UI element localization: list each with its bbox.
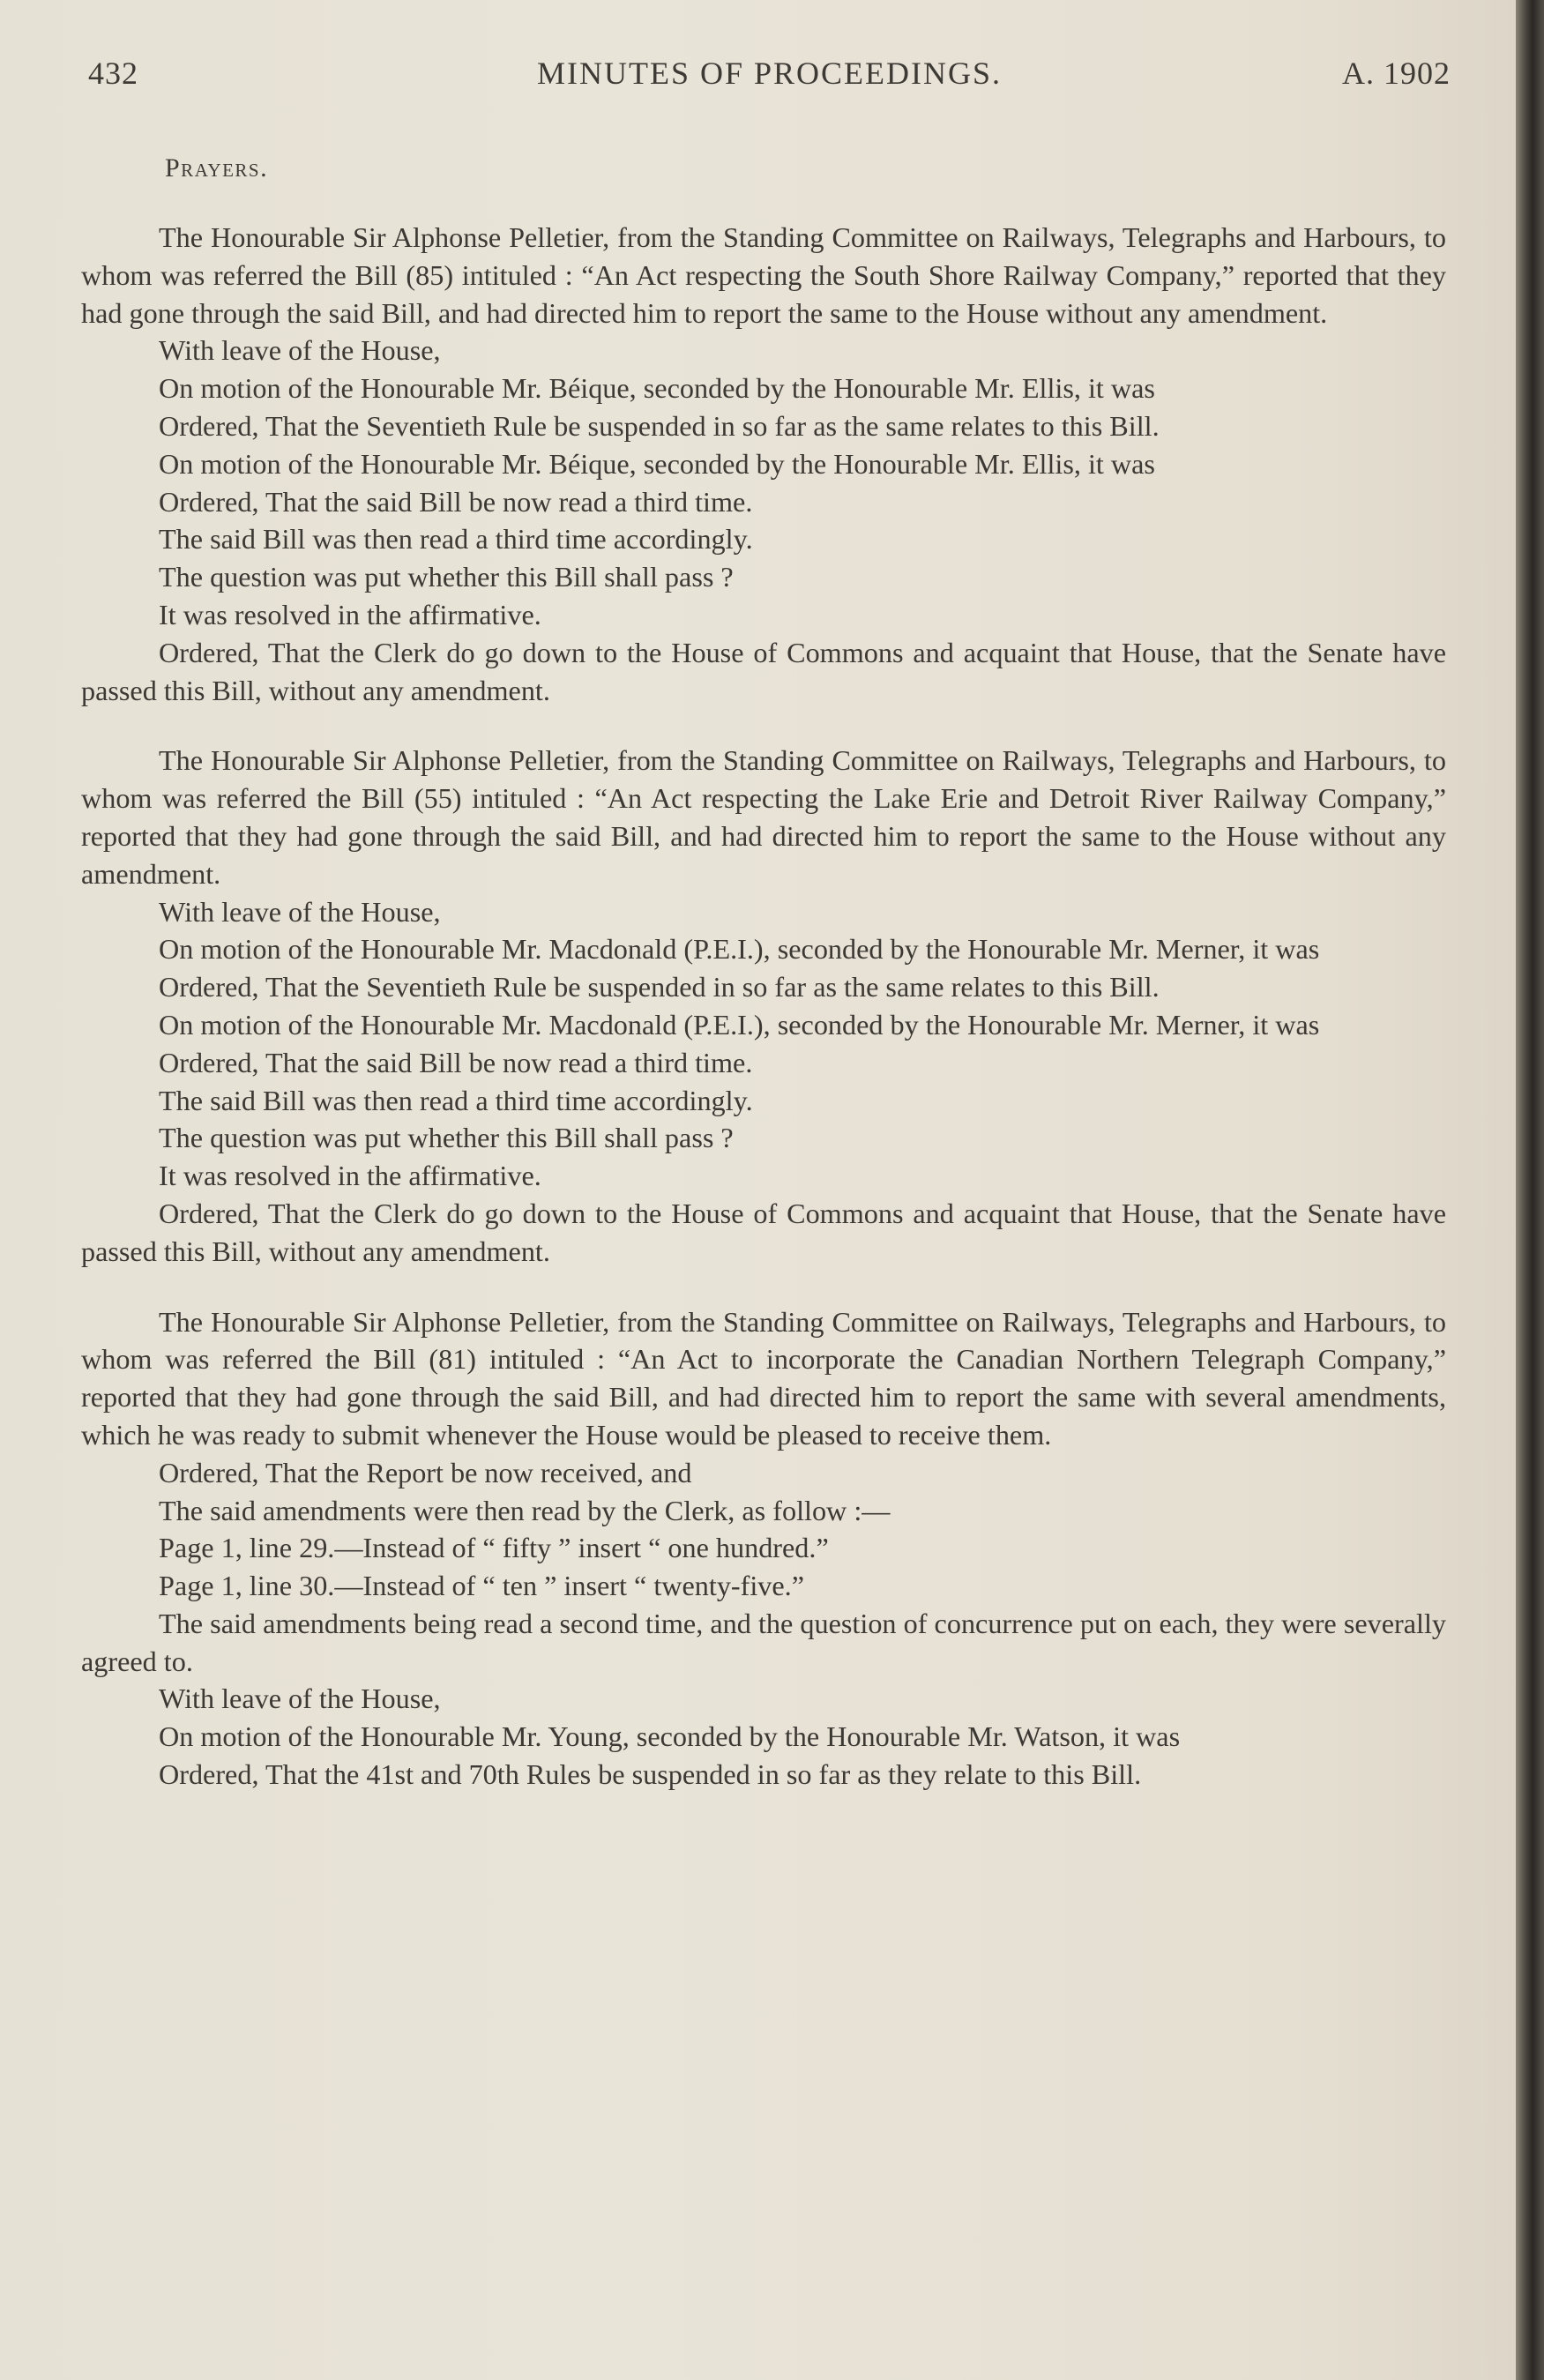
motion-paragraph: On motion of the Honourable Mr. Macdonald (P.E.I.), seconded by the Honourable Mr. Merner, it was <box>159 1008 1320 1041</box>
motion-paragraph: On motion of the Honourable Mr. Béique, seconded by the Honourable Mr. Ellis, it was <box>159 372 1155 405</box>
committee-report-paragraph: The Honourable Sir Alphonse Pelletier, from the Standing Committee on Railways, Telegraphs and Harbours, to whom was referred the Bill (55) intituled : “An Act respecting the Lake Erie and Detroit River Railway Company,” reported that they had gone through the said Bill, and had directed him to report the same to the House without any amendment. <box>81 744 1446 890</box>
leave-paragraph: With leave of the House, <box>159 895 441 928</box>
page-header <box>88 55 1451 99</box>
amendment-line: Page 1, line 30.—Instead of “ ten ” insert “ twenty-five.” <box>159 1570 805 1602</box>
question-paragraph: The question was put whether this Bill shall pass ? <box>159 561 734 593</box>
order-paragraph: Ordered, That the Report be now received, and <box>159 1456 692 1488</box>
order-paragraph: Ordered, That the 41st and 70th Rules be suspended in so far as they relate to this Bill. <box>159 1758 1142 1791</box>
bill-55-entry <box>81 742 1446 1270</box>
resolution-paragraph: It was resolved in the affirmative. <box>159 1160 541 1192</box>
leave-paragraph: With leave of the House, <box>159 334 441 367</box>
amendment-line: Page 1, line 29.—Instead of “ fifty ” insert “ one hundred.” <box>159 1532 829 1564</box>
question-paragraph: The question was put whether this Bill shall pass ? <box>159 1122 734 1154</box>
motion-paragraph: On motion of the Honourable Mr. Béique, seconded by the Honourable Mr. Ellis, it was <box>159 447 1155 480</box>
bill-85-entry <box>81 219 1446 709</box>
leave-paragraph: With leave of the House, <box>159 1682 441 1715</box>
order-paragraph: Ordered, That the said Bill be now read a third time. <box>159 1046 753 1078</box>
order-paragraph: Ordered, That the Clerk do go down to the House of Commons and acquaint that House, that the Senate have passed this Bill, without any amendment. <box>81 1197 1446 1267</box>
book-spine-edge <box>1516 0 1544 2380</box>
order-paragraph: Ordered, That the Clerk do go down to the House of Commons and acquaint that House, that the Senate have passed this Bill, without any amendment. <box>81 636 1446 706</box>
entry-separator <box>81 709 1446 742</box>
bill-81-entry <box>81 1303 1446 1794</box>
order-paragraph: Ordered, That the Seventieth Rule be suspended in so far as the same relates to this Bill. <box>159 971 1160 1003</box>
session-year: A. 1902 <box>1342 56 1451 91</box>
amendments-intro-paragraph: The said amendments were then read by the Clerk, as follow :— <box>159 1494 891 1526</box>
resolution-paragraph: It was resolved in the affirmative. <box>159 598 541 630</box>
committee-report-paragraph: The Honourable Sir Alphonse Pelletier, from the Standing Committee on Railways, Telegraphs and Harbours, to whom was referred the Bill (85) intituled : “An Act respecting the South Shore Railway Company,” reported that they had gone through the said Bill, and had directed him to report the same to the House without any amendment. <box>81 221 1446 329</box>
order-paragraph: Ordered, That the Seventieth Rule be suspended in so far as the same relates to this Bill. <box>159 409 1160 442</box>
order-paragraph: Ordered, That the said Bill be now read a third time. <box>159 485 753 518</box>
committee-report-paragraph: The Honourable Sir Alphonse Pelletier, from the Standing Committee on Railways, Telegraphs and Harbours, to whom was referred the Bill (81) intituled : “An Act to incorporate the Canadian Northern Telegraph Company,” reported that they had gone through the said Bill, and had directed him to report the same with several amendments, which he was ready to submit whenever the House would be pleased to receive them. <box>81 1305 1446 1451</box>
motion-paragraph: On motion of the Honourable Mr. Macdonald (P.E.I.), seconded by the Honourable Mr. Merner, it was <box>159 933 1320 966</box>
running-title: MINUTES OF PROCEEDINGS. <box>536 56 1003 91</box>
page-number: 432 <box>88 56 138 91</box>
reading-paragraph: The said Bill was then read a third time accordingly. <box>159 523 753 556</box>
document-body <box>81 219 1446 1794</box>
motion-paragraph: On motion of the Honourable Mr. Young, seconded by the Honourable Mr. Watson, it was <box>159 1720 1181 1753</box>
section-heading-prayers: Prayers. <box>165 153 269 183</box>
entry-separator <box>81 1271 1446 1303</box>
reading-paragraph: The said Bill was then read a third time accordingly. <box>159 1084 753 1116</box>
concurrence-paragraph: The said amendments being read a second time, and the question of concurrence put on each, they were severally agreed to. <box>81 1607 1446 1677</box>
